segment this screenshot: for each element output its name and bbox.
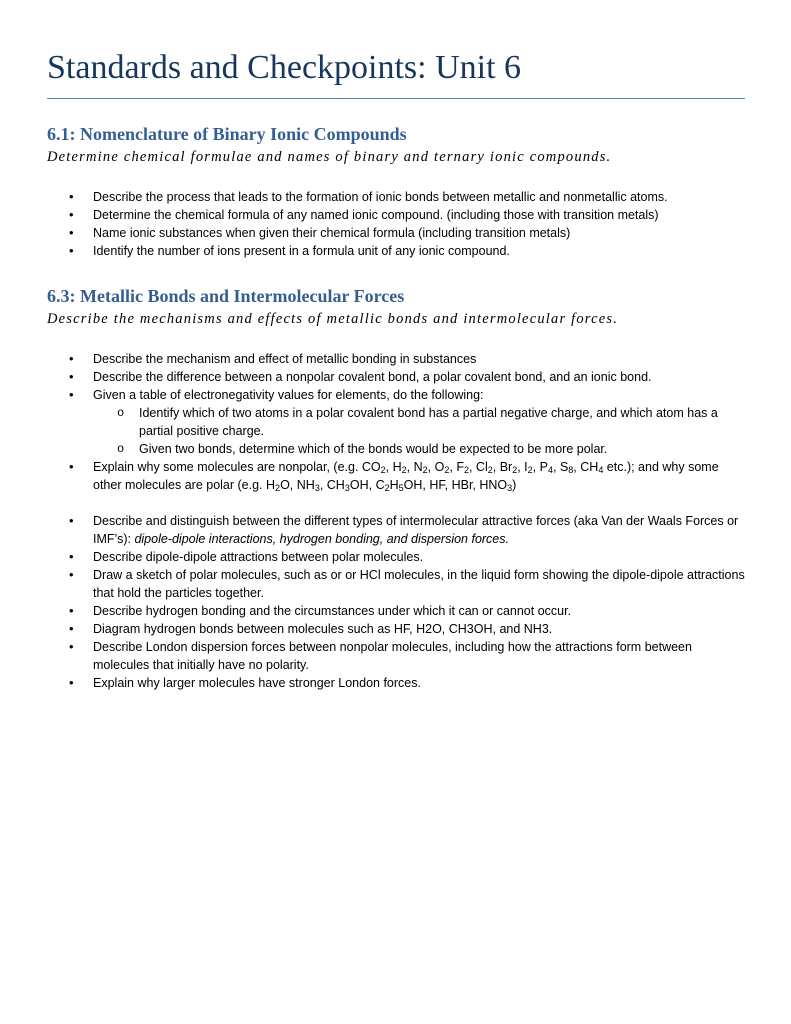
list-item: • Name ionic substances when given their chemical formula (including transition metals) xyxy=(47,224,747,242)
list-item: • Identify the number of ions present in a formula unit of any ionic compound. xyxy=(47,242,747,260)
list-item: • Describe the mechanism and effect of metallic bonding in substances xyxy=(47,350,747,368)
formula-o2: $O_2$ xyxy=(434,460,450,475)
formula-nh3: $NH_3$ xyxy=(296,478,320,493)
list-item: • Describe hydrogen bonding and the circumstances under which it can or cannot occur. xyxy=(47,602,747,620)
list-item-text: Given a table of electronegativity values for elements, do the following: xyxy=(93,388,484,402)
sub-list-item: o Identify which of two atoms in a polar covalent bond has a partial negative charge, and which atom has a partial positive charge. xyxy=(93,404,747,440)
formula-n2: $N_2$ xyxy=(413,460,428,475)
sub-bullet-list xyxy=(93,404,747,458)
list-item: • Describe dipole-dipole attractions between polar molecules. xyxy=(47,548,747,566)
list-item: • Describe the difference between a nonpolar covalent bond, a polar covalent bond, and an ionic bond. xyxy=(47,368,747,386)
formula-br2: $Br_2$ xyxy=(499,460,518,475)
middle-text: etc.); and why some other molecules are polar (e.g. xyxy=(93,460,719,492)
list-item: • Draw a sketch of polar molecules, such as or or HCl molecules, in the liquid form showing the dipole-dipole attractions that hold the particles together. xyxy=(47,566,747,602)
formula-hno3: $HNO_3$ xyxy=(479,478,513,493)
formula-p4: $P_4$ xyxy=(539,460,553,475)
intro-text: Explain why some molecules are nonpolar, (e.g. xyxy=(93,460,362,474)
section-subtitle: Determine chemical formulae and names of binary and ternary ionic compounds. xyxy=(47,149,612,165)
imf-text: Describe and distinguish between the different types of intermolecular attractive forces (aka Van der Waals Forces or IMF’s): xyxy=(93,514,739,546)
list-item xyxy=(47,386,747,458)
formula-cl2: $Cl_2$ xyxy=(475,460,493,475)
list-item: • Determine the chemical formula of any named ionic compound. (including those with transition metals) xyxy=(47,206,747,224)
formula-f2: $F_2$ xyxy=(456,460,469,475)
list-item: • Explain why larger molecules have stronger London forces. xyxy=(47,674,747,692)
bullet-list xyxy=(47,350,747,692)
title-underline xyxy=(47,98,745,99)
nonpolar-formula-list: $CO_2$, $H_2$, $N_2$, $O_2$, $F_2$, $Cl_2$, $Br_2$, $I_2$, $P_4$, $S_8$, $CH_4$ xyxy=(361,460,604,475)
imf-italic-text: dipole-dipole interactions, hydrogen bonding, and dispersion forces. xyxy=(134,532,509,546)
formula-h2o: $H_2O$ xyxy=(266,478,290,493)
list-item: • Describe London dispersion forces between nonpolar molecules, including how the attractions form between molecules that initially have no polarity. xyxy=(47,638,747,674)
document-title: Standards and Checkpoints: Unit 6 xyxy=(47,49,522,86)
polar-rest-text: HF, HBr, xyxy=(429,478,480,492)
list-item-nonpolar-molecules: • Explain why some molecules are nonpolar, (e.g. $CO_2$, $H_2$, $N_2$, $O_2$, $F_2$, $Cl_2$, $Br_2$, $I_2$, $P_4$, $S_8$, $CH_4$ etc.); and why some other molecules are polar (e.g. $H_2O$, $NH_3$, $CH_3OH$, $C_2H_5OH$, HF, HBr, $HNO_3$) xyxy=(47,458,747,494)
formula-co2: $CO_2$ xyxy=(361,460,386,475)
formula-ch3oh: $CH_3OH$ xyxy=(326,478,369,493)
section-subtitle: Describe the mechanisms and effects of metallic bonds and intermolecular forces. xyxy=(47,311,619,327)
sub-list-item: o Given two bonds, determine which of the bonds would be expected to be more polar. xyxy=(93,440,747,458)
formula-h2: $H_2$ xyxy=(392,460,407,475)
section-heading: 6.1: Nomenclature of Binary Ionic Compounds xyxy=(47,124,407,144)
section-heading: 6.3: Metallic Bonds and Intermolecular Forces xyxy=(47,286,405,306)
section-6-3 xyxy=(47,284,747,692)
formula-i2: $I_2$ xyxy=(524,460,533,475)
list-item: • Describe the process that leads to the formation of ionic bonds between metallic and nonmetallic atoms. xyxy=(47,188,747,206)
list-item: • Diagram hydrogen bonds between molecules such as HF, H2O, CH3OH, and NH3. xyxy=(47,620,747,638)
bullet-list xyxy=(47,188,747,260)
formula-c2h5oh: $C_2H_5OH$ xyxy=(375,478,423,493)
formula-ch4: $CH_4$ xyxy=(580,460,604,475)
formula-s8: $S_8$ xyxy=(559,460,574,475)
section-6-1 xyxy=(47,122,747,260)
list-item-imf xyxy=(47,512,747,548)
